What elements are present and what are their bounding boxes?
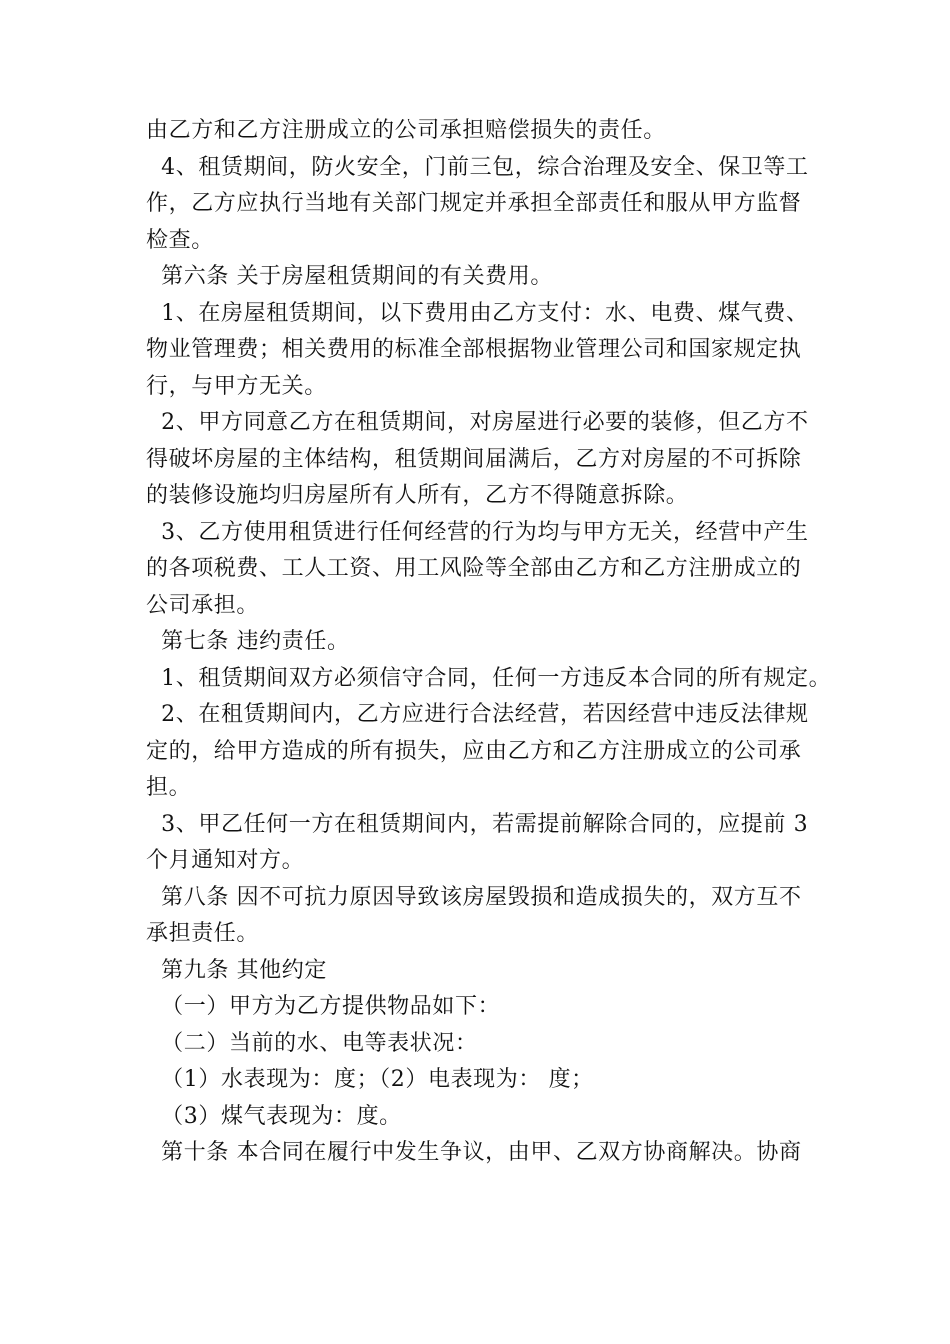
text-line: 担。 [146,775,192,800]
text-line: 3、乙方使用租赁进行任何经营的行为均与甲方无关，经营中产生 [146,519,809,545]
text-line: 定的，给甲方造成的所有损失，应由乙方和乙方注册成立的公司承 [146,738,802,764]
text-line: 1、在房屋租赁期间，以下费用由乙方支付：水、电费、煤气费、 [146,300,809,326]
text-line: 2、甲方同意乙方在租赁期间，对房屋进行必要的装修，但乙方不 [146,410,809,435]
text-line: （二）当前的水、电等表状况： [146,1030,478,1056]
text-line: 2、在租赁期间内，乙方应进行合法经营，若因经营中违反法律规 [146,702,809,727]
text-line: 得破坏房屋的主体结构，租赁期间届满后，乙方对房屋的不可拆除 [146,446,802,472]
text-line: （3）煤气表现为：度。 [146,1103,402,1129]
text-line: 4、租赁期间，防火安全，门前三包，综合治理及安全、保卫等工 [146,154,809,180]
text-line: 公司承担。 [146,592,260,618]
section-heading: 第十条 本合同在履行中发生争议，由甲、乙双方协商解决。协商 [146,1140,802,1165]
text-line: 个月通知对方。 [146,848,305,873]
text-line: 的各项税费、工人工资、用工风险等全部由乙方和乙方注册成立的 [146,556,802,581]
text-line: 由乙方和乙方注册成立的公司承担赔偿损失的责任。 [146,118,666,143]
text-line: 检查。 [146,227,214,253]
section-heading: 第六条 关于房屋租赁期间的有关费用。 [146,264,553,289]
contract-text [146,113,832,1172]
section-heading: 第七条 违约责任。 [146,629,350,654]
text-line: 1、租赁期间双方必须信守合同，任何一方违反本合同的所有规定。 [146,665,832,691]
text-line: （1）水表现为：度；（2）电表现为： 度； [146,1067,594,1092]
text-line: 3、甲乙任何一方在租赁期间内，若需提前解除合同的，应提前 3 [146,811,809,837]
text-line: （一）甲方为乙方提供物品如下： [146,994,501,1019]
text-line: 行，与甲方无关。 [146,373,327,399]
text-line: 承担责任。 [146,921,260,946]
text-line: 物业管理费；相关费用的标准全部根据物业管理公司和国家规定执 [146,337,802,362]
text-line: 的装修设施均归房屋所有人所有，乙方不得随意拆除。 [146,483,689,508]
section-heading: 第九条 其他约定 [146,957,327,983]
section-heading: 第八条 因不可抗力原因导致该房屋毁损和造成损失的，双方互不 [146,884,802,910]
text-line: 作，乙方应执行当地有关部门规定并承担全部责任和服从甲方监督 [146,191,802,216]
